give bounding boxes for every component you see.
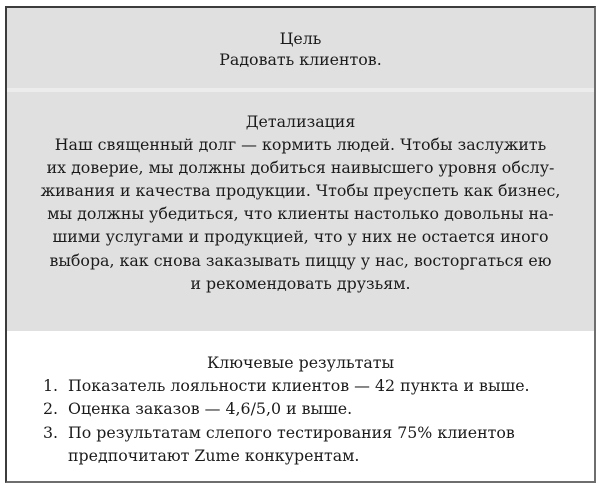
key-result-line: По результатам слепого тестирования 75% клиентов (68, 422, 515, 442)
goal-heading: Цель (279, 29, 322, 48)
key-result-line: предпочитают Zume конкурентам. (68, 445, 360, 465)
key-result-number: 3. (43, 422, 59, 442)
key-result-line: Показатель лояльности клиентов — 42 пункта и выше. (68, 376, 530, 395)
goal-text: Радовать клиентов. (219, 50, 382, 69)
detail-section (7, 92, 594, 331)
key-result-item (43, 374, 583, 397)
goal-section (7, 8, 594, 88)
key-result-number: 1. (43, 376, 59, 395)
detail-line: их доверие, мы должны добиться наивысшего уровня обслу- (46, 158, 555, 178)
key-result-text (68, 397, 583, 420)
goal-block (7, 28, 594, 70)
key-results-list (43, 374, 583, 467)
detail-block (7, 110, 594, 295)
detail-line: и рекомендовать друзьям. (190, 273, 411, 293)
key-result-text (68, 374, 583, 397)
detail-line: выбора, как снова заказывать пиццу у нас, восторгаться ею (49, 250, 552, 270)
key-result-line: Оценка заказов — 4,6/5,0 и выше. (68, 399, 353, 419)
key-result-item (43, 421, 583, 468)
detail-line: шими услугами и продукцией, что у них не остается иного (52, 227, 549, 247)
key-results-section (7, 331, 594, 481)
detail-line: живания и качества продукции. Чтобы преуспеть как бизнес, (40, 181, 561, 201)
okr-card (5, 6, 596, 483)
detail-line: мы должны убедиться, что клиенты настолько довольны на- (47, 204, 554, 224)
key-result-item (43, 397, 583, 420)
detail-line: Наш священный долг — кормить людей. Чтобы заслужить (54, 135, 547, 155)
key-result-number: 2. (43, 399, 59, 419)
key-result-text (68, 421, 583, 468)
key-results-heading: Ключевые результаты (206, 353, 395, 372)
detail-heading: Детализация (245, 112, 356, 131)
